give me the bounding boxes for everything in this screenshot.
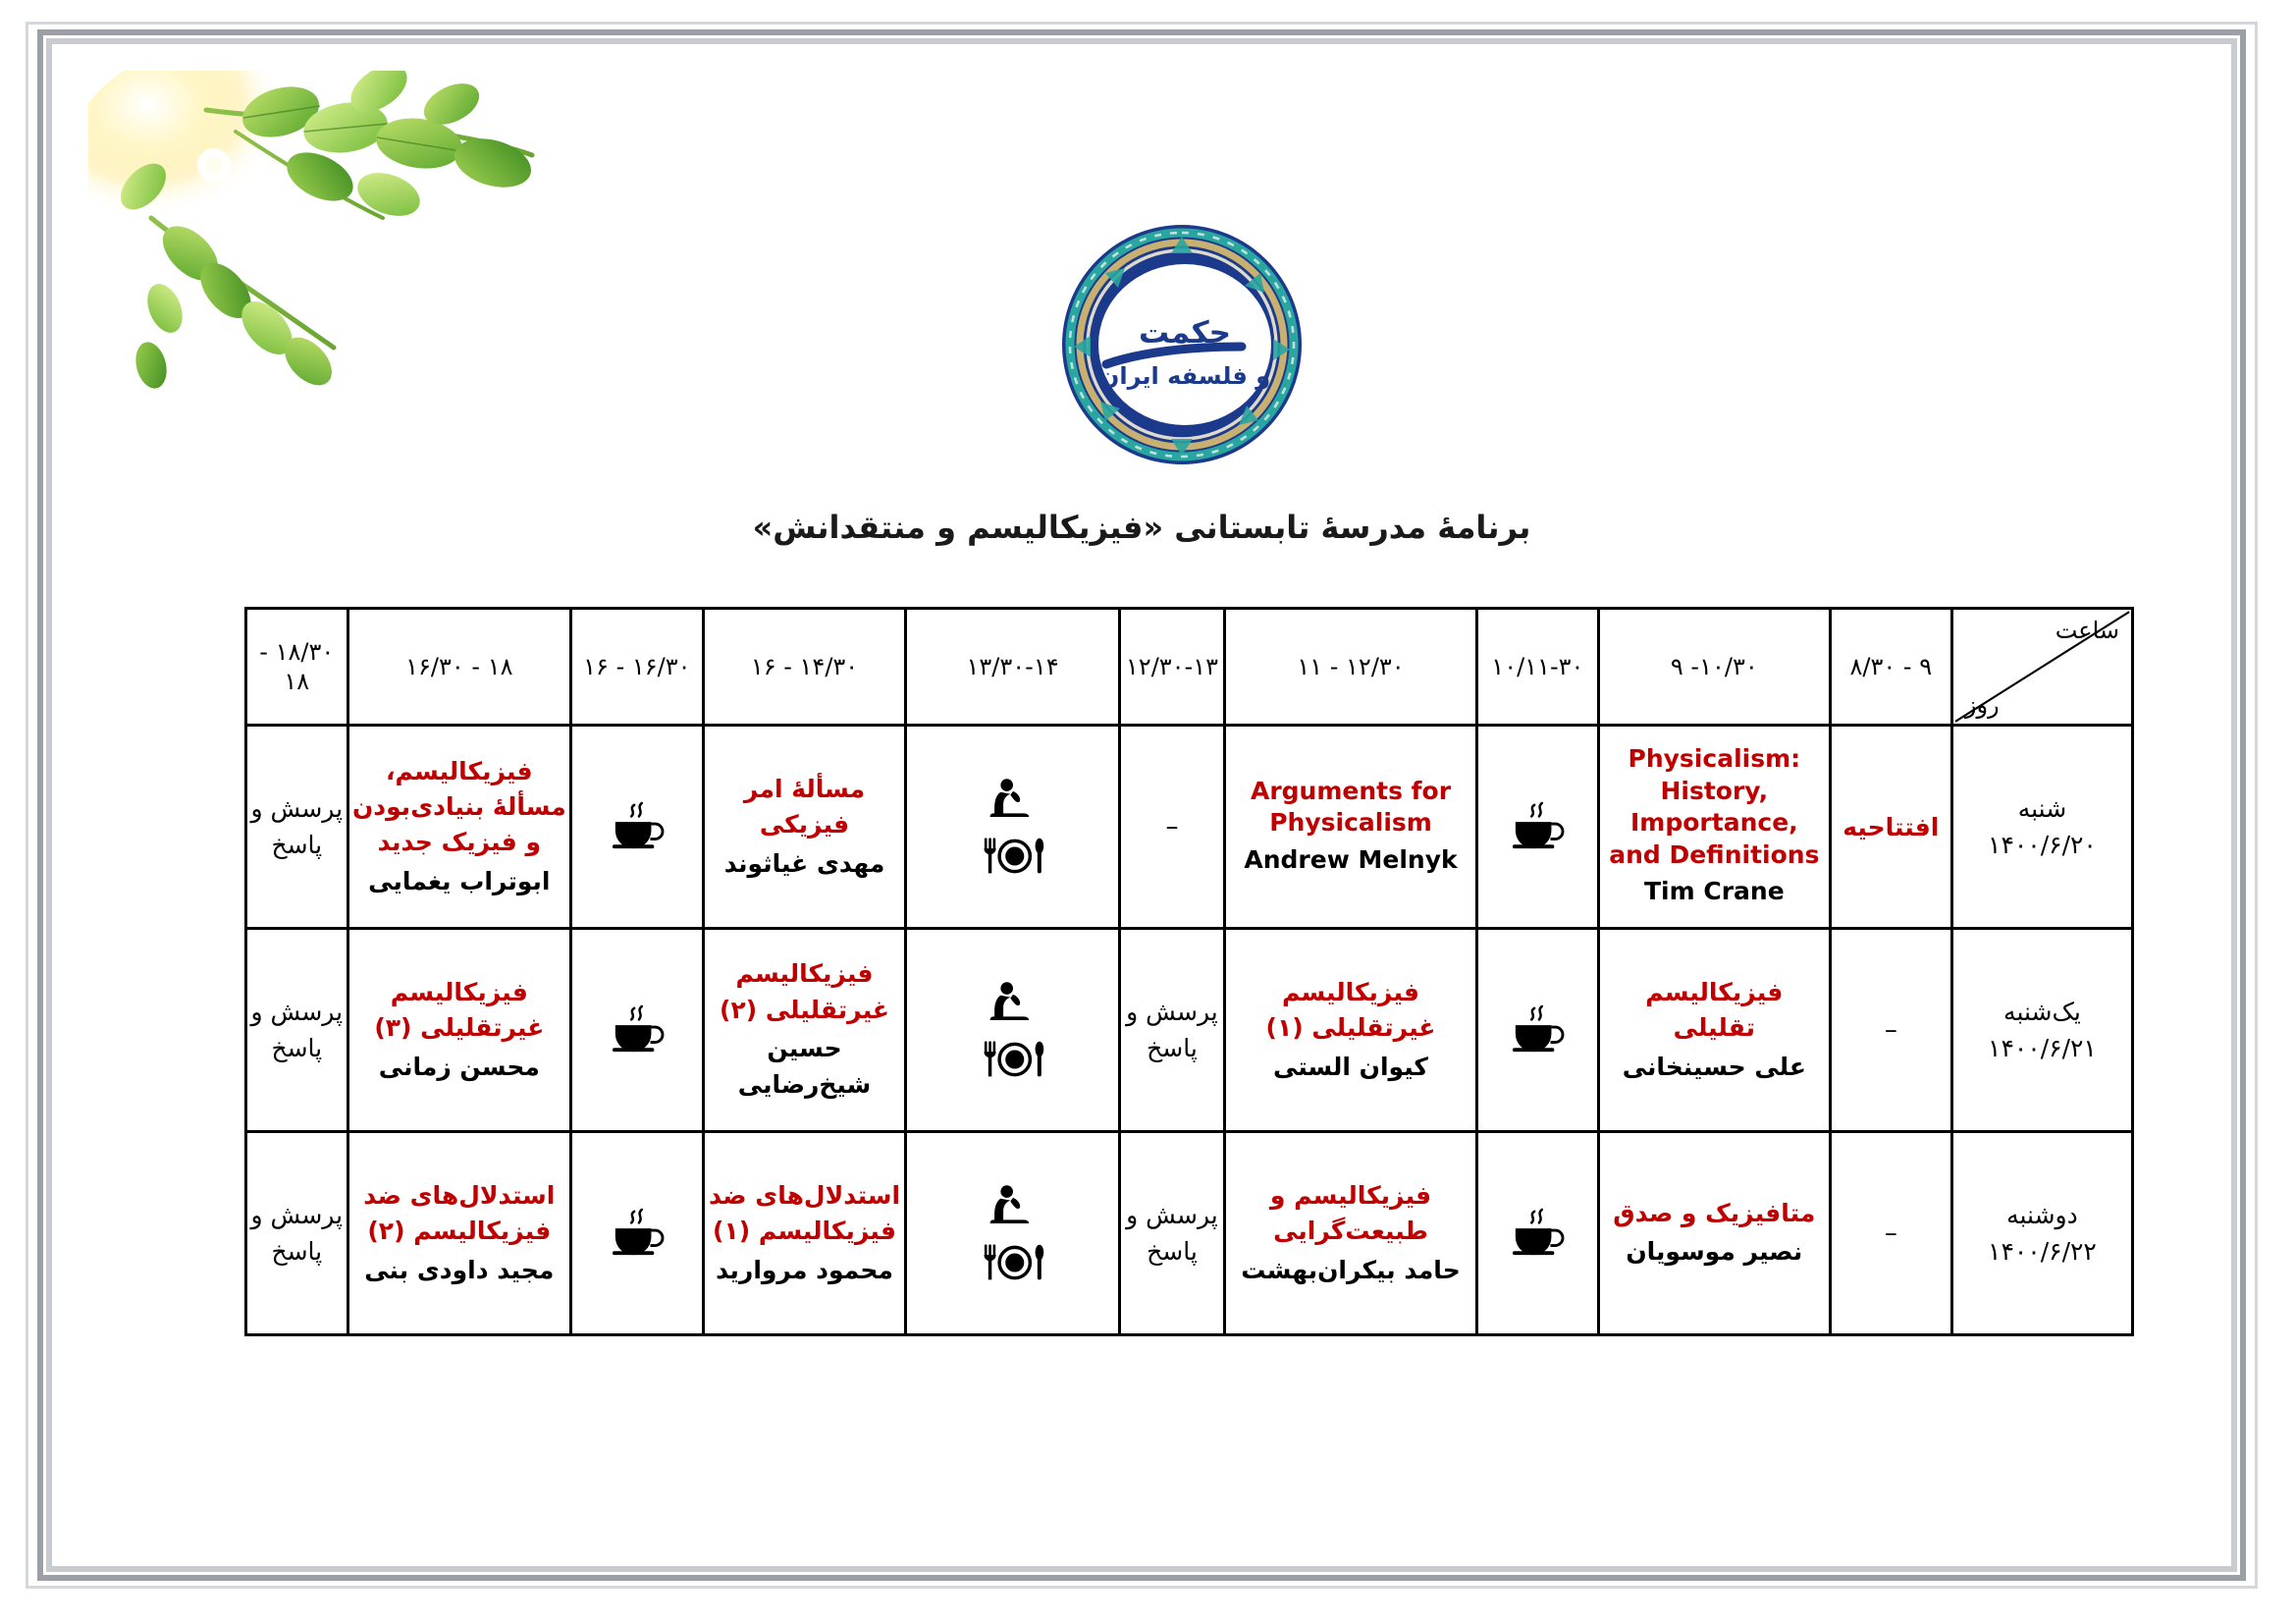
day-date: ۱۴۰۰/۶/۲۰: [1988, 831, 2097, 859]
day-cell: [1951, 929, 2132, 1132]
session-speaker: محمود مروارید: [716, 1255, 893, 1284]
break-cell: [1476, 929, 1598, 1132]
session-cell: [347, 929, 571, 1132]
prayer-icon: [987, 980, 1040, 1025]
time-header: ۱۲/۳۰ - ۱۱: [1225, 609, 1477, 726]
session-title: Physicalism: History, Importance, and Definitions: [1609, 744, 1820, 869]
session-cell: [703, 1132, 906, 1335]
empty-slot-cell: [1830, 1132, 1951, 1335]
day-label: روز: [1964, 691, 2000, 719]
table-row: [246, 929, 2133, 1132]
icon-stack: [910, 1183, 1114, 1283]
time-header: ۱۸/۳۰ - ۱۸: [246, 609, 348, 726]
dash-mark: –: [1884, 1015, 1897, 1045]
time-header: ۱۳/۳۰-۱۴: [906, 609, 1119, 726]
coffee-cup-icon: [1507, 801, 1568, 852]
time-header: ۱۰/۱۱-۳۰: [1476, 609, 1598, 726]
coffee-cup-icon: [607, 1208, 667, 1259]
session-cell: [347, 726, 571, 929]
session-cell: [703, 726, 906, 929]
poster-frame: [37, 29, 2246, 1581]
session-speaker: مجید داودی بنی: [364, 1255, 555, 1284]
day-date: ۱۴۰۰/۶/۲۱: [1988, 1034, 2097, 1062]
qa-cell: [246, 1132, 348, 1335]
session-title: مسألۀ امر فیزیکی: [743, 775, 866, 839]
schedule-table-container: [244, 607, 2134, 1336]
day-date: ۱۴۰۰/۶/۲۲: [1988, 1237, 2097, 1266]
prayer-icon: [987, 777, 1040, 822]
table-row: [246, 726, 2133, 929]
session-title: استدلال‌های ضد فیزیکالیسم (۲): [363, 1181, 556, 1246]
coffee-cup-icon: [607, 1004, 667, 1056]
session-title: استدلال‌های ضد فیزیکالیسم (۱): [708, 1181, 901, 1246]
dash-mark: –: [1165, 812, 1179, 841]
prayer-meal-cell: [906, 726, 1119, 929]
meal-icon: [981, 1039, 1045, 1080]
session-cell: [1598, 726, 1830, 929]
icon-stack: [910, 980, 1114, 1080]
session-speaker: نصیر موسویان: [1626, 1237, 1803, 1267]
day-name: شنبه: [2017, 793, 2067, 823]
time-header: ۱۰/۳۰- ۹: [1598, 609, 1830, 726]
session-speaker: کیوان الستی: [1273, 1052, 1428, 1081]
prayer-meal-cell: [906, 1132, 1119, 1335]
session-speaker: حامد بیکران‌بهشت: [1241, 1255, 1461, 1284]
time-header: ۹ - ۸/۳۰: [1830, 609, 1951, 726]
svg-text:و فلسفه ایران: و فلسفه ایران: [1098, 362, 1271, 390]
day-name: یک‌شنبه: [2003, 997, 2081, 1026]
day-cell: [1951, 1132, 2132, 1335]
table-body: [246, 726, 2133, 1335]
table-header-row: [246, 609, 2133, 726]
day-name: دوشنبه: [2006, 1200, 2078, 1229]
time-header: ۱۶/۳۰ - ۱۶: [571, 609, 703, 726]
session-cell: [1598, 1132, 1830, 1335]
session-speaker: حسین شیخ‌رضایی: [737, 1033, 872, 1100]
dash-mark: –: [1884, 1218, 1897, 1248]
qa-cell: [1119, 1132, 1225, 1335]
break-cell: [1476, 1132, 1598, 1335]
page-title: برنامۀ مدرسۀ تابستانی «فیزیکالیسم و منتقدانش»: [752, 509, 1531, 546]
session-speaker: Andrew Melnyk: [1244, 844, 1458, 874]
session-speaker: Tim Crane: [1643, 877, 1785, 906]
session-speaker: مهدی غیاثوند: [723, 848, 885, 878]
prayer-icon: [987, 1183, 1040, 1228]
qa-label: پرسش و پاسخ: [250, 1200, 344, 1266]
session-title: Arguments for Physicalism: [1250, 776, 1452, 838]
empty-slot-cell: [1830, 929, 1951, 1132]
session-cell: [1225, 929, 1477, 1132]
session-speaker: محسن زمانی: [378, 1052, 540, 1081]
table-row: [246, 1132, 2133, 1335]
qa-cell: [246, 929, 348, 1132]
time-header: ۱۸ - ۱۶/۳۰: [347, 609, 571, 726]
break-cell: [1476, 726, 1598, 929]
coffee-cup-icon: [1507, 1208, 1568, 1259]
break-cell: [571, 1132, 703, 1335]
session-speaker: علی حسینخانی: [1622, 1052, 1806, 1081]
session-title: متافیزیک و صدق: [1613, 1199, 1816, 1228]
session-title: فیزیکالیسم غیرتقلیلی (۳): [374, 978, 545, 1043]
institute-logo: [1049, 217, 1314, 477]
day-cell: [1951, 726, 2132, 929]
logo-icon: [1049, 217, 1314, 477]
schedule-table: [244, 607, 2134, 1336]
session-cell: [1225, 1132, 1477, 1335]
session-title: فیزیکالیسم غیرتقلیلی (۱): [1265, 978, 1436, 1043]
session-title: فیزیکالیسم غیرتقلیلی (۲): [720, 959, 889, 1024]
icon-stack: [910, 777, 1114, 877]
qa-label: پرسش و پاسخ: [250, 997, 344, 1062]
session-title: فیزیکالیسم، مسألۀ بنیادی‌بودن و فیزیک جدید: [351, 756, 566, 857]
qa-cell: [246, 726, 348, 929]
empty-slot-cell: [1119, 726, 1225, 929]
meal-icon: [981, 1242, 1045, 1283]
qa-label: پرسش و پاسخ: [1126, 1200, 1218, 1266]
session-cell: [347, 1132, 571, 1335]
qa-cell: [1119, 929, 1225, 1132]
opening-label: افتتاحیه: [1842, 812, 1940, 841]
qa-label: پرسش و پاسخ: [250, 793, 344, 859]
coffee-cup-icon: [607, 801, 667, 852]
session-title: فیزیکالیسم تقلیلی: [1645, 978, 1784, 1043]
time-header: ۱۲/۳۰-۱۳: [1119, 609, 1225, 726]
break-cell: [571, 726, 703, 929]
hour-label: ساعت: [2055, 617, 2119, 644]
corner-header-cell: [1951, 609, 2132, 726]
time-header: ۱۴/۳۰ - ۱۶: [703, 609, 906, 726]
prayer-meal-cell: [906, 929, 1119, 1132]
session-speaker: ابوتراب یغمایی: [368, 866, 551, 895]
qa-label: پرسش و پاسخ: [1126, 997, 1218, 1062]
foliage-decoration: [88, 71, 599, 493]
coffee-cup-icon: [1507, 1004, 1568, 1056]
meal-icon: [981, 836, 1045, 877]
session-cell: [1598, 929, 1830, 1132]
session-cell: [1225, 726, 1477, 929]
session-title: فیزیکالیسم و طبیعت‌گرایی: [1269, 1181, 1432, 1246]
break-cell: [571, 929, 703, 1132]
session-cell: [703, 929, 906, 1132]
svg-text:حکمت: حکمت: [1139, 315, 1231, 351]
opening-ceremony-cell: [1830, 726, 1951, 929]
